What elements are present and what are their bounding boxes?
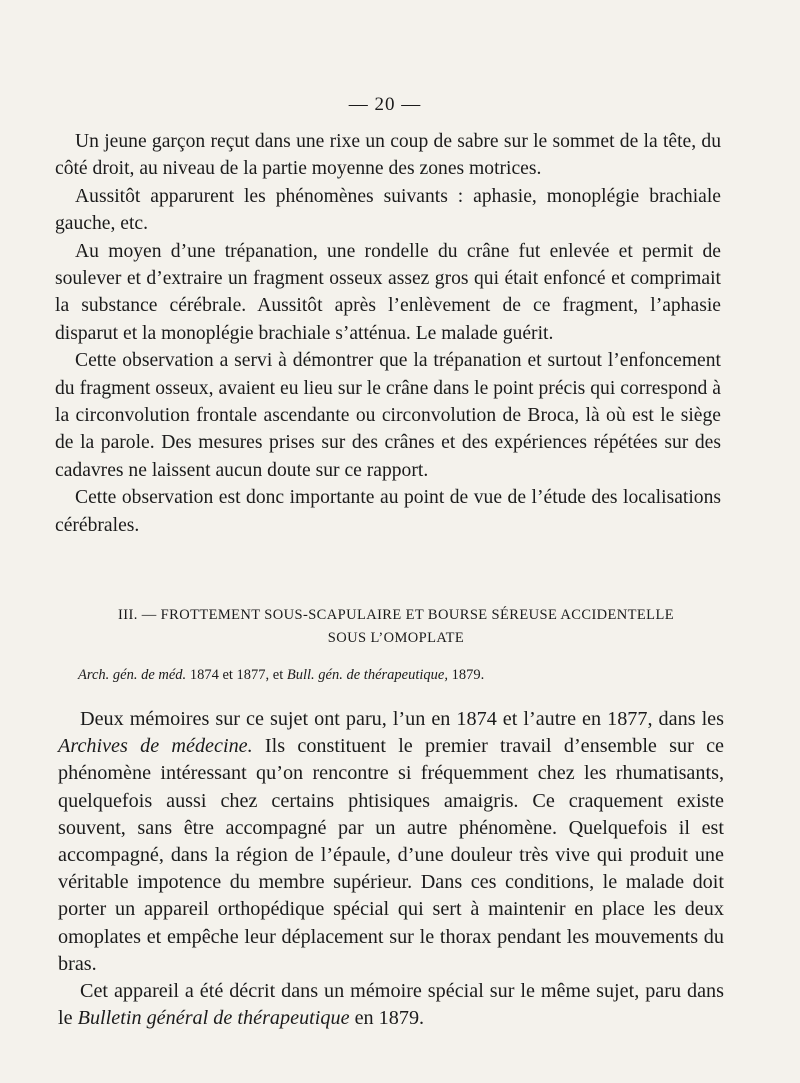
page-number: — 20 — bbox=[348, 94, 422, 115]
section-heading-line1: III. — FROTTEMENT SOUS-SCAPULAIRE ET BOURSE SÉREUSE ACCIDENTELLE bbox=[118, 607, 674, 623]
paragraph-text: Cet appareil a été décrit dans un mémoire spécial sur le même sujet, paru dans le bbox=[58, 980, 724, 1030]
citation-years-1: 1874 et 1877, et bbox=[186, 667, 287, 683]
paragraph: Un jeune garçon reçut dans une rixe un coup de sabre sur le sommet de la tête, du côté droit, au niveau de la partie moyenne des zones motrices. bbox=[55, 131, 721, 180]
paragraph: Cette observation est donc importante au point de vue de l’étude des localisations cérébrales. bbox=[55, 487, 721, 536]
paragraph: Aussitôt apparurent les phénomènes suivants : aphasie, monoplégie brachiale gauche, etc. bbox=[55, 185, 721, 235]
section-heading bbox=[80, 604, 712, 650]
paragraph-text: Deux mémoires sur ce sujet ont paru, l’un en 1874 et l’autre en 1877, dans les bbox=[80, 708, 724, 730]
paragraph bbox=[58, 706, 724, 978]
section-observation bbox=[55, 128, 721, 539]
paragraph-text: Ils constituent le premier travail d’ensemble sur ce phénomène intéressant qu’on rencontre si fréquemment chez les rhumatisants, quelquefois aussi chez certains phtisiques amaigris. Ce craquement existe souvent, sans être accompagné par un autre phénomène. Quelquefois il est accompagné, dans la région de l’épaule, d’une douleur très vive qui produit une véritable impotence du membre supérieur. Dans ces conditions, le malade doit porter un appareil orthopédique spécial qui sert à maintenir en place les deux omoplates et empêche leur déplacement sur le thorax pendant les mouvements du bras. bbox=[58, 735, 724, 975]
paragraph bbox=[58, 978, 724, 1032]
citation bbox=[78, 665, 718, 685]
citation-journal-2: Bull. gén. de thérapeutique, bbox=[286, 667, 448, 683]
paragraph-text: en 1879. bbox=[349, 1007, 425, 1030]
paragraph: Cette observation a servi à démontrer que la trépanation et surtout l’enfoncement du fragment osseux, avaient eu lieu sur le crâne dans le point précis qui correspond à la circonvolution frontale ascendante ou circonvolution de Broca, là où est le siège de la parole. Des mesures prises sur des crânes et des expériences répétées sur des cadavres ne laissent aucun doute sur ce rapport. bbox=[55, 350, 721, 481]
section-heading-line2: SOUS L’OMOPLATE bbox=[327, 630, 465, 646]
citation-journal-1: Arch. gén. de méd. bbox=[78, 667, 187, 683]
section-frottement bbox=[58, 706, 724, 1032]
citation-year-2: 1879. bbox=[447, 667, 485, 683]
journal-title: Bulletin général de thérapeutique bbox=[77, 1007, 350, 1030]
paragraph: Au moyen d’une trépanation, une rondelle du crâne fut enlevée et permit de soulever et d’extraire un fragment osseux assez gros qui était enfoncé et comprimait la substance cérébrale. Aussitôt après l’enlèvement de ce fragment, l’aphasie disparut et la monoplégie brachiale s’atténua. Le malade guérit. bbox=[55, 240, 721, 344]
journal-title: Archives de médecine. bbox=[58, 735, 253, 758]
